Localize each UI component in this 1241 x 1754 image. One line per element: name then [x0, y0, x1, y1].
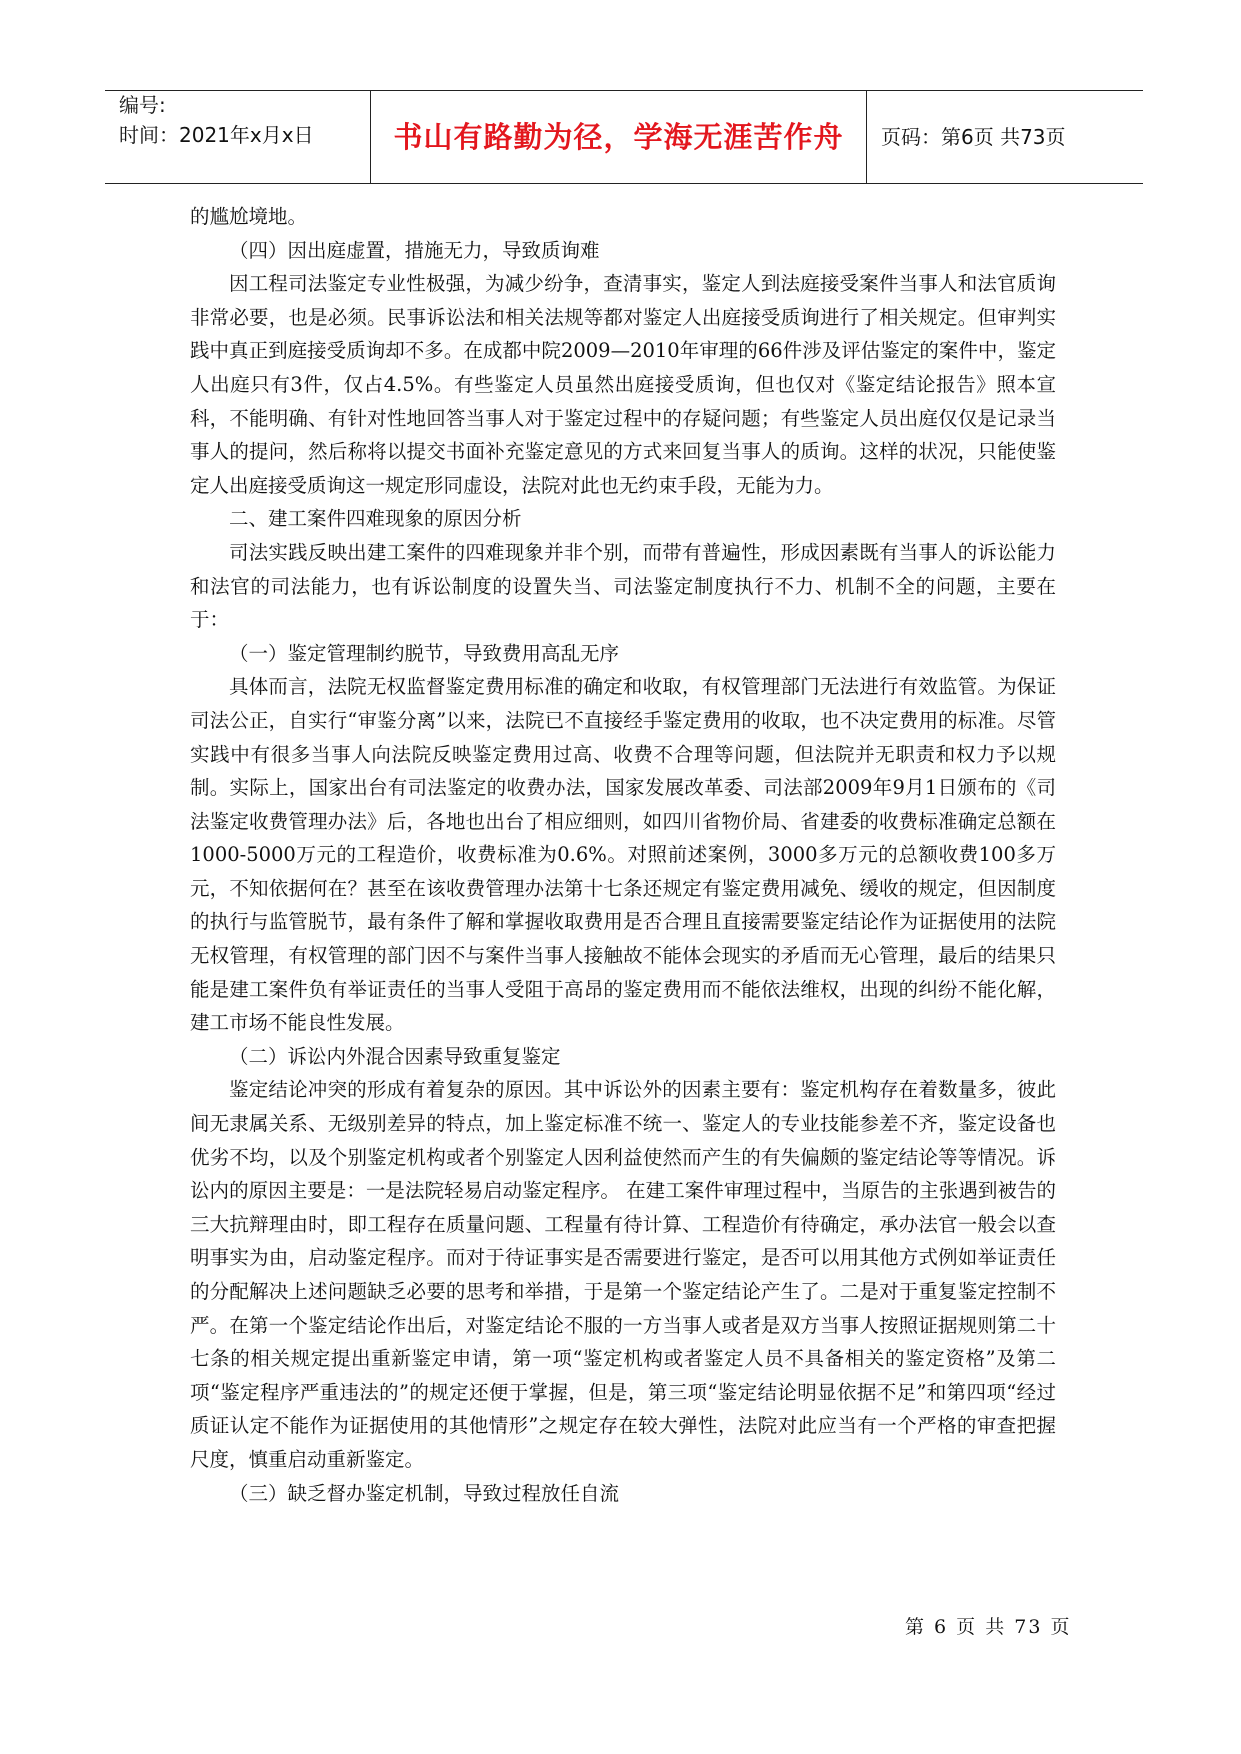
- document-body: [190, 200, 1056, 1510]
- body-paragraph: 因工程司法鉴定专业性极强，为减少纷争，查清事实，鉴定人到法庭接受案件当事人和法官质询非常必要，也是必须。民事诉讼法和相关法规等都对鉴定人出庭接受质询进行了相关规定。但审判实践中真正到庭接受质询却不多。在成都中院2009—2010年审理的66件涉及评估鉴定的案件中，鉴定人出庭只有3件，仅占4.5%。有些鉴定人员虽然出庭接受质询，但也仅对《鉴定结论报告》照本宣科，不能明确、有针对性地回答当事人对于鉴定过程中的存疑问题；有些鉴定人员出庭仅仅是记录当事人的提问，然后称将以提交书面补充鉴定意见的方式来回复当事人的质询。这样的状况，只能使鉴定人出庭接受质询这一规定形同虚设，法院对此也无约束手段，无能为力。: [190, 272, 1056, 497]
- page-header: [105, 90, 1143, 184]
- document-number-label: 编号:: [119, 93, 166, 117]
- body-paragraph: 具体而言，法院无权监督鉴定费用标准的确定和收取，有权管理部门无法进行有效监管。为保证司法公正，自实行“审鉴分离”以来，法院已不直接经手鉴定费用的收取，也不决定费用的标准。尽管实践中有很多当事人向法院反映鉴定费用过高、收费不合理等问题，但法院并无职责和权力予以规制。实际上，国家出台有司法鉴定的收费办法，国家发展改革委、司法部2009年9月1日颁布的《司法鉴定收费管理办法》后，各地也出台了相应细则，如四川省物价局、省建委的收费标准确定总额在1000-5000万元的工程造价，收费标准为0.6%。对照前述案例，3000多万元的总额收费100多万元，不知依据何在？甚至在该收费管理办法第十七条还规定有鉴定费用减免、缓收的规定，但因制度的执行与监管脱节，最有条件了解和掌握收取费用是否合理且直接需要鉴定结论作为证据使用的法院无权管理，有权管理的部门因不与案件当事人接触故不能体会现实的矛盾而无心管理，最后的结果只能是建工案件负有举证责任的当事人受阻于高昂的鉴定费用而不能依法维权，出现的纠纷不能化解，建工市场不能良性发展。: [190, 675, 1056, 1035]
- body-paragraph: 鉴定结论冲突的形成有着复杂的原因。其中诉讼外的因素主要有：鉴定机构存在着数量多，彼此间无隶属关系、无级别差异的特点，加上鉴定标准不统一、鉴定人的专业技能参差不齐，鉴定设备也优劣不均，以及个别鉴定机构或者个别鉴定人因利益使然而产生的有失偏颇的鉴定结论等等情况。诉讼内的原因主要是：一是法院轻易启动鉴定程序。 在建工案件审理过程中，当原告的主张遇到被告的三大抗辩理由时，即工程存在质量问题、工程量有待计算、工程造价有待确定，承办法官一般会以查明事实为由，启动鉴定程序。而对于待证事实是否需要进行鉴定，是否可以用其他方式例如举证责任的分配解决上述问题缺乏必要的思考和举措，于是第一个鉴定结论产生了。二是对于重复鉴定控制不严。在第一个鉴定结论作出后，对鉴定结论不服的一方当事人或者是双方当事人按照证据规则第二十七条的相关规定提出重新鉴定申请，第一项“鉴定机构或者鉴定人员不具备相关的鉴定资格”及第二项“鉴定程序严重违法的”的规定还便于掌握，但是，第三项“鉴定结论明显依据不足”和第四项“经过质证认定不能作为证据使用的其他情形”之规定存在较大弹性，法院对此应当有一个严格的审查把握尺度，慎重启动重新鉴定。: [190, 1078, 1056, 1471]
- document-time-label: 时间：2021年x月x日: [119, 123, 314, 147]
- section-heading: （四）因出庭虚置，措施无力，导致质询难: [229, 238, 600, 262]
- header-meta: [105, 91, 370, 183]
- section-heading: 二、建工案件四难现象的原因分析: [229, 507, 522, 531]
- section-heading: （三）缺乏督办鉴定机制，导致过程放任自流: [229, 1481, 620, 1505]
- body-paragraph: 的尴尬境地。: [190, 205, 308, 228]
- header-motto: 书山有路勤为径，学海无涯苦作舟: [393, 120, 844, 154]
- header-page-code: 页码：第6页 共73页: [881, 125, 1066, 149]
- section-heading: （二）诉讼内外混合因素导致重复鉴定: [229, 1044, 561, 1068]
- page-footer: 第 6 页 共 73 页: [905, 1616, 1072, 1638]
- body-paragraph: 司法实践反映出建工案件的四难现象并非个别，而带有普遍性，形成因素既有当事人的诉讼能力和法官的司法能力，也有诉讼制度的设置失当、司法鉴定制度执行不力、机制不全的问题，主要在于：: [190, 540, 1056, 632]
- section-heading: （一）鉴定管理制约脱节，导致费用高乱无序: [229, 641, 620, 665]
